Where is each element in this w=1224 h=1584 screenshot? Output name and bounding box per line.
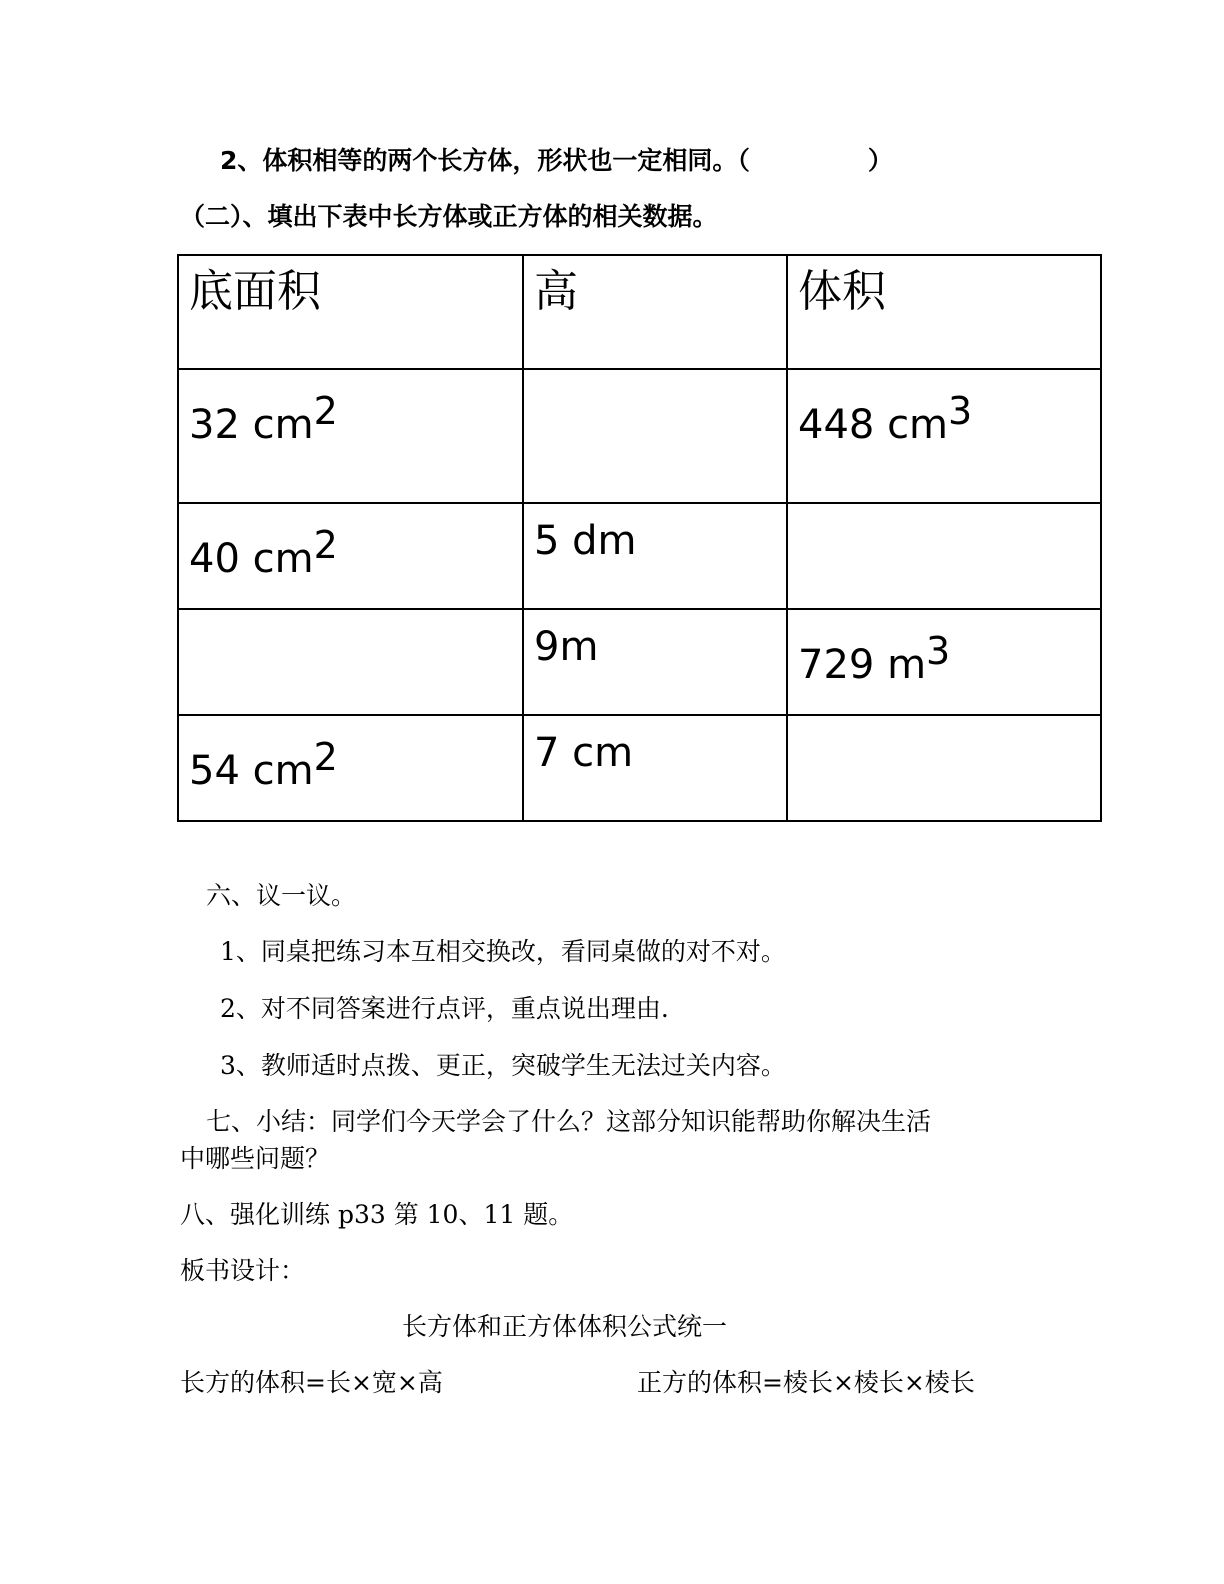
cell-value: 9m [534,624,599,670]
cell-value [189,523,522,582]
cell-volume [787,609,1101,715]
board-design-label: 板书设计： [180,1256,306,1285]
table-row [178,609,1101,715]
cell-base-area[interactable] [178,609,523,715]
value-exponent: 2 [313,389,338,433]
cell-base-area [178,715,523,821]
cell-height[interactable] [523,369,787,503]
section-eight: 八、强化训练 p33 第 10、11 题。 [180,1200,574,1229]
header-volume: 体积 [787,255,1101,369]
question-2-close: ） [867,146,893,175]
cell-height [523,715,787,821]
cell-value [798,389,1100,448]
header-base-area: 底面积 [178,255,523,369]
value-exponent: 3 [948,389,973,433]
cell-height [523,609,787,715]
board-design-title: 长方体和正方体体积公式统一 [402,1312,728,1341]
cell-value [189,389,522,448]
section-six-item-1: 1、同桌把练习本互相交换改，看同桌做的对不对。 [220,937,786,966]
question-2-text: 2、体积相等的两个长方体，形状也一定相同。（ [220,146,750,175]
question-2 [220,146,893,176]
value-exponent: 3 [926,629,951,673]
value-text: 54 cm [189,748,314,794]
value-exponent: 2 [313,523,338,567]
cuboid-formula: 长方的体积=长×宽×高 [180,1368,443,1397]
header-height: 高 [523,255,787,369]
section-six-item-2: 2、对不同答案进行点评，重点说出理由. [220,994,669,1023]
cell-base-area [178,369,523,503]
section-seven-line-2: 中哪些问题？ [180,1144,331,1173]
cell-height [523,503,787,609]
table-row [178,503,1101,609]
table-header-row [178,255,1101,369]
cell-volume[interactable] [787,503,1101,609]
cell-base-area [178,503,523,609]
value-text: 32 cm [189,402,314,448]
table-row [178,715,1101,821]
value-exponent: 2 [313,735,338,779]
section-seven-line-1: 七、小结：同学们今天学会了什么？这部分知识能帮助你解决生活 [206,1107,932,1136]
value-text: 448 cm [798,402,949,448]
cell-value: 7 cm [534,730,634,776]
value-text: 729 m [798,642,927,688]
subsection-title: （二）、填出下表中长方体或正方体的相关数据。 [180,202,718,231]
cell-volume [787,369,1101,503]
cell-value: 5 dm [534,518,637,564]
cuboid-data-table [177,254,1102,822]
section-six-title: 六、议一议。 [206,881,357,910]
value-text: 40 cm [189,536,314,582]
cell-value [798,629,1100,688]
cube-formula: 正方的体积=棱长×棱长×棱长 [637,1368,975,1397]
table-row [178,369,1101,503]
cell-volume[interactable] [787,715,1101,821]
section-six-item-3: 3、教师适时点拨、更正，突破学生无法过关内容。 [220,1051,786,1080]
cell-value [189,735,522,794]
